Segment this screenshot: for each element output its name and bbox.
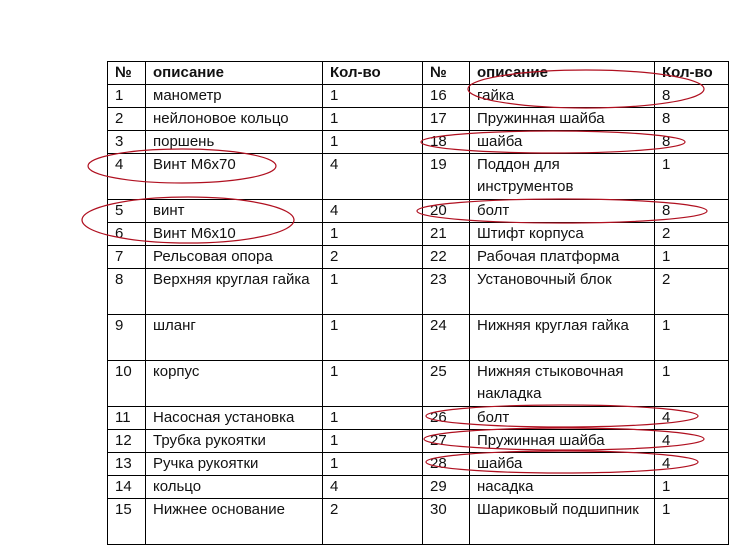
item-qty: 4 <box>655 430 729 453</box>
item-desc: кольцо <box>146 476 323 499</box>
item-desc: Нижняя круглая гайка <box>470 315 655 361</box>
item-qty: 2 <box>323 246 423 269</box>
header-num-left: № <box>108 62 146 85</box>
table-row <box>108 246 729 269</box>
table-row <box>108 269 729 315</box>
item-num: 12 <box>108 430 146 453</box>
header-quantity-right: Кол-во <box>655 62 729 85</box>
item-desc: шайба <box>470 453 655 476</box>
item-num: 21 <box>423 223 470 246</box>
item-desc: болт <box>470 200 655 223</box>
item-desc: Установочный блок <box>470 269 655 315</box>
item-qty: 1 <box>655 476 729 499</box>
item-num: 11 <box>108 407 146 430</box>
item-num: 20 <box>423 200 470 223</box>
item-desc: Поддон для инструментов <box>470 154 655 200</box>
item-desc: корпус <box>146 361 323 407</box>
item-qty: 1 <box>655 499 729 545</box>
item-desc: Ручка рукоятки <box>146 453 323 476</box>
item-qty: 4 <box>323 200 423 223</box>
item-num: 19 <box>423 154 470 200</box>
item-num: 24 <box>423 315 470 361</box>
item-num: 8 <box>108 269 146 315</box>
item-desc: винт <box>146 200 323 223</box>
item-desc: Рабочая платформа <box>470 246 655 269</box>
table-row <box>108 108 729 131</box>
item-num: 16 <box>423 85 470 108</box>
item-num: 14 <box>108 476 146 499</box>
item-num: 15 <box>108 499 146 545</box>
table-row <box>108 499 729 545</box>
item-num: 17 <box>423 108 470 131</box>
item-desc: Верхняя круглая гайка <box>146 269 323 315</box>
item-desc: гайка <box>470 85 655 108</box>
table-row <box>108 85 729 108</box>
table-row <box>108 200 729 223</box>
item-desc: нейлоновое кольцо <box>146 108 323 131</box>
item-qty: 8 <box>655 200 729 223</box>
parts-list-table <box>107 61 729 545</box>
item-qty: 4 <box>323 154 423 200</box>
item-num: 23 <box>423 269 470 315</box>
item-num: 7 <box>108 246 146 269</box>
item-qty: 1 <box>323 269 423 315</box>
table-row <box>108 315 729 361</box>
item-num: 26 <box>423 407 470 430</box>
item-desc: шайба <box>470 131 655 154</box>
item-desc: Винт М6х10 <box>146 223 323 246</box>
item-num: 2 <box>108 108 146 131</box>
table-row <box>108 131 729 154</box>
item-qty: 1 <box>323 361 423 407</box>
item-qty: 1 <box>655 154 729 200</box>
item-qty: 1 <box>323 453 423 476</box>
item-num: 3 <box>108 131 146 154</box>
item-qty: 2 <box>323 499 423 545</box>
item-desc: Пружинная шайба <box>470 430 655 453</box>
item-qty: 1 <box>323 108 423 131</box>
table-header-row <box>108 62 729 85</box>
item-num: 18 <box>423 131 470 154</box>
item-qty: 4 <box>323 476 423 499</box>
item-qty: 8 <box>655 131 729 154</box>
item-desc: Трубка рукоятки <box>146 430 323 453</box>
item-num: 29 <box>423 476 470 499</box>
item-qty: 1 <box>323 85 423 108</box>
item-desc: Штифт корпуса <box>470 223 655 246</box>
table-row <box>108 223 729 246</box>
item-num: 13 <box>108 453 146 476</box>
item-desc: Рельсовая опора <box>146 246 323 269</box>
item-num: 25 <box>423 361 470 407</box>
item-num: 30 <box>423 499 470 545</box>
item-num: 9 <box>108 315 146 361</box>
item-desc: шланг <box>146 315 323 361</box>
item-qty: 1 <box>323 430 423 453</box>
item-qty: 4 <box>655 407 729 430</box>
item-qty: 8 <box>655 108 729 131</box>
header-quantity-left: Кол-во <box>323 62 423 85</box>
item-qty: 2 <box>655 223 729 246</box>
header-num-right: № <box>423 62 470 85</box>
table-row <box>108 407 729 430</box>
item-qty: 1 <box>655 246 729 269</box>
item-desc: Винт М6х70 <box>146 154 323 200</box>
item-desc: Насосная установка <box>146 407 323 430</box>
item-num: 6 <box>108 223 146 246</box>
table-row <box>108 476 729 499</box>
item-qty: 1 <box>323 223 423 246</box>
item-qty: 1 <box>323 131 423 154</box>
item-qty: 1 <box>323 407 423 430</box>
item-qty: 1 <box>655 315 729 361</box>
item-num: 22 <box>423 246 470 269</box>
table-row <box>108 453 729 476</box>
item-qty: 1 <box>323 315 423 361</box>
item-desc: манометр <box>146 85 323 108</box>
header-description-right: описание <box>470 62 655 85</box>
item-num: 28 <box>423 453 470 476</box>
item-qty: 8 <box>655 85 729 108</box>
item-qty: 1 <box>655 361 729 407</box>
item-desc: болт <box>470 407 655 430</box>
item-desc: поршень <box>146 131 323 154</box>
item-qty: 2 <box>655 269 729 315</box>
item-desc: Пружинная шайба <box>470 108 655 131</box>
item-desc: Нижнее основание <box>146 499 323 545</box>
item-desc: Нижняя стыковочная накладка <box>470 361 655 407</box>
table-row <box>108 154 729 200</box>
item-desc: Шариковый подшипник <box>470 499 655 545</box>
item-num: 5 <box>108 200 146 223</box>
item-num: 10 <box>108 361 146 407</box>
table-row <box>108 361 729 407</box>
table-row <box>108 430 729 453</box>
item-num: 4 <box>108 154 146 200</box>
item-num: 27 <box>423 430 470 453</box>
header-description-left: описание <box>146 62 323 85</box>
item-num: 1 <box>108 85 146 108</box>
item-qty: 4 <box>655 453 729 476</box>
item-desc: насадка <box>470 476 655 499</box>
